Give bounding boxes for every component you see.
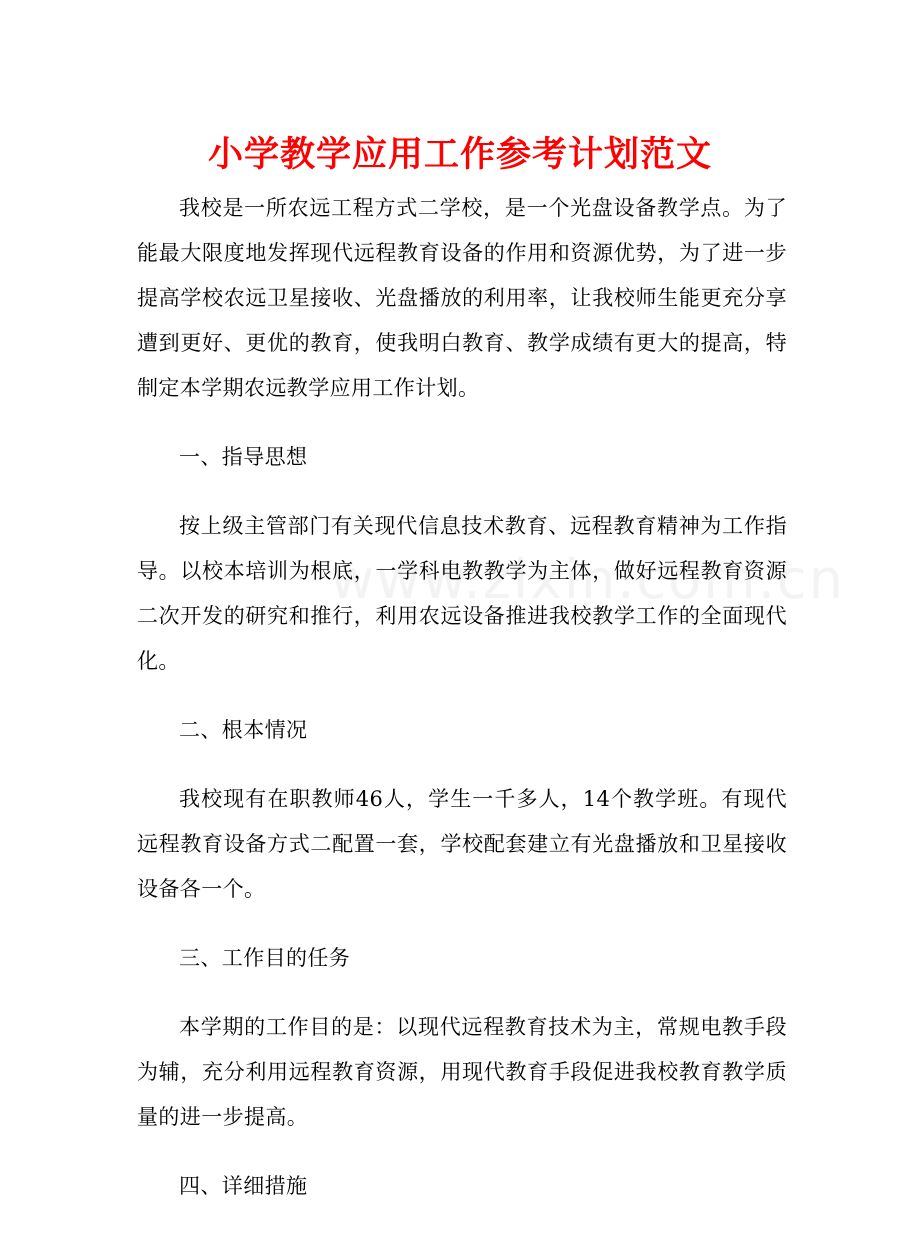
goals-tasks-paragraph: 本学期的工作目的是：以现代远程教育技术为主，常规电教手段为辅，充分利用远程教育资源，用现代教育手段促进我校教育教学质量的进一步提高。 xyxy=(137,1015,787,1129)
document-title: 小学教学应用工作参考计划范文 xyxy=(207,134,712,175)
section-heading-goals-tasks: 三、工作目的任务 xyxy=(179,946,351,970)
section-heading-detailed-measures: 四、详细措施 xyxy=(179,1174,308,1198)
basic-situation-paragraph: 我校现有在职教师46人，学生一千多人，14个教学班。有现代远程教育设备方式二配置一套，学校配套建立有光盘播放和卫星接收设备各一个。 xyxy=(137,787,787,901)
section-heading-basic-situation: 二、根本情况 xyxy=(179,718,308,742)
section-heading-guiding-ideology: 一、指导思想 xyxy=(179,445,308,469)
guiding-ideology-paragraph: 按上级主管部门有关现代信息技术教育、远程教育精神为工作指导。以校本培训为根底，一学科电教教学为主体，做好远程教育资源二次开发的研究和推行，利用农远设备推进我校教学工作的全面现代化。 xyxy=(137,514,787,673)
document-body xyxy=(137,186,787,1233)
intro-paragraph: 我校是一所农远工程方式二学校，是一个光盘设备教学点。为了能最大限度地发挥现代远程教育设备的作用和资源优势，为了进一步提高学校农远卫星接收、光盘播放的利用率，让我校师生能更充分享遭到更好、更优的教育，使我明白教育、教学成绩有更大的提高，特制定本学期农远教学应用工作计划。 xyxy=(137,196,787,400)
